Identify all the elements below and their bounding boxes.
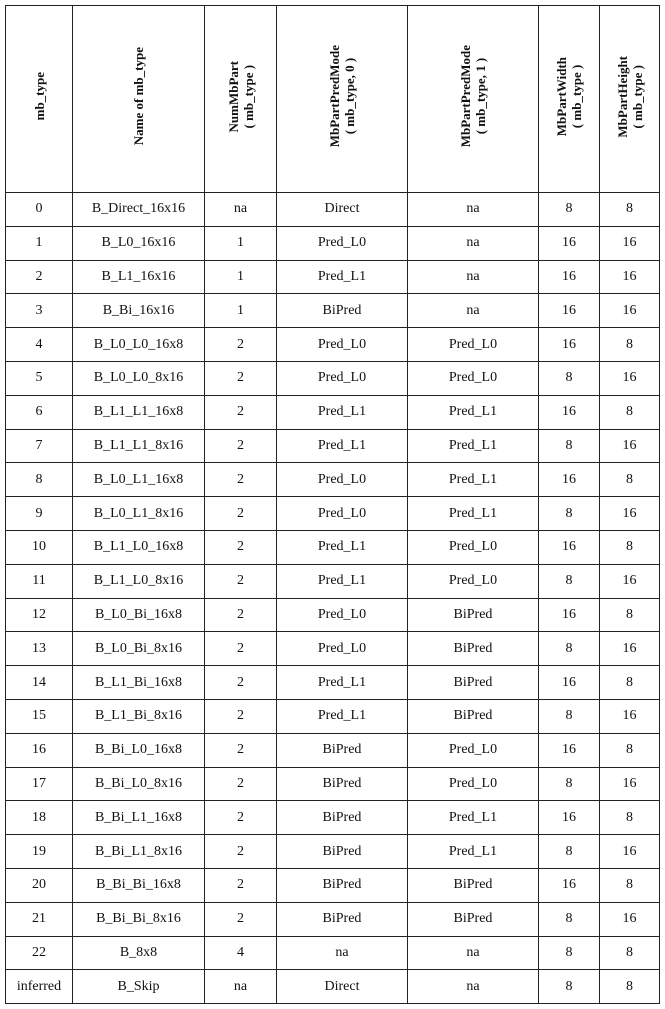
header-label: MbPartPredMode	[327, 45, 342, 148]
cell-part-height: 8	[600, 936, 660, 970]
cell-part-width: 8	[539, 970, 600, 1004]
cell-pred-mode-0: BiPred	[277, 835, 408, 869]
cell-part-height: 16	[600, 226, 660, 260]
cell-part-height: 8	[600, 666, 660, 700]
cell-name: B_Skip	[73, 970, 205, 1004]
cell-num-mb-part: 2	[205, 497, 277, 531]
cell-part-height: 8	[600, 328, 660, 362]
cell-pred-mode-0: BiPred	[277, 902, 408, 936]
cell-pred-mode-0: Pred_L1	[277, 429, 408, 463]
cell-mb-type: 3	[6, 294, 73, 328]
cell-name: B_Bi_16x16	[73, 294, 205, 328]
cell-pred-mode-1: Pred_L1	[408, 395, 539, 429]
table-row	[6, 868, 660, 902]
cell-part-width: 8	[539, 835, 600, 869]
cell-num-mb-part: 2	[205, 733, 277, 767]
cell-name: B_Bi_L1_16x8	[73, 801, 205, 835]
cell-part-width: 16	[539, 868, 600, 902]
cell-name: B_Bi_L0_16x8	[73, 733, 205, 767]
cell-mb-type: 22	[6, 936, 73, 970]
cell-name: B_L1_Bi_8x16	[73, 699, 205, 733]
cell-name: B_L0_Bi_16x8	[73, 598, 205, 632]
cell-name: B_L0_16x16	[73, 226, 205, 260]
cell-name: B_Direct_16x16	[73, 193, 205, 227]
table-row	[6, 260, 660, 294]
cell-mb-type: 0	[6, 193, 73, 227]
header-sublabel: ( mb_type, 1 )	[473, 58, 488, 135]
cell-name: B_L1_L1_16x8	[73, 395, 205, 429]
cell-part-height: 16	[600, 429, 660, 463]
header-label: MbPartPredMode	[458, 45, 473, 148]
cell-mb-type: 11	[6, 564, 73, 598]
cell-pred-mode-0: Pred_L0	[277, 598, 408, 632]
cell-part-height: 16	[600, 767, 660, 801]
cell-part-width: 16	[539, 463, 600, 497]
cell-num-mb-part: 2	[205, 666, 277, 700]
cell-pred-mode-1: Pred_L0	[408, 530, 539, 564]
table-row	[6, 193, 660, 227]
cell-mb-type: 9	[6, 497, 73, 531]
cell-part-height: 16	[600, 564, 660, 598]
cell-part-width: 8	[539, 497, 600, 531]
header-mb-part-height	[600, 6, 660, 193]
header-name-of-mb-type	[73, 6, 205, 193]
cell-mb-type: 15	[6, 699, 73, 733]
cell-part-height: 16	[600, 632, 660, 666]
cell-pred-mode-1: BiPred	[408, 598, 539, 632]
cell-num-mb-part: 2	[205, 395, 277, 429]
cell-mb-type: 14	[6, 666, 73, 700]
cell-part-width: 8	[539, 632, 600, 666]
cell-pred-mode-0: Pred_L0	[277, 463, 408, 497]
cell-mb-type: 13	[6, 632, 73, 666]
cell-mb-type: 12	[6, 598, 73, 632]
cell-num-mb-part: 2	[205, 598, 277, 632]
cell-num-mb-part: na	[205, 193, 277, 227]
cell-mb-type: 21	[6, 902, 73, 936]
table-row	[6, 801, 660, 835]
cell-name: B_L0_L1_16x8	[73, 463, 205, 497]
header-mb-part-width	[539, 6, 600, 193]
header-sublabel: ( mb_type )	[240, 64, 256, 129]
cell-mb-type: 7	[6, 429, 73, 463]
cell-part-width: 16	[539, 530, 600, 564]
cell-part-width: 8	[539, 429, 600, 463]
cell-num-mb-part: 2	[205, 328, 277, 362]
cell-part-width: 16	[539, 801, 600, 835]
cell-mb-type: 6	[6, 395, 73, 429]
cell-pred-mode-1: na	[408, 260, 539, 294]
cell-name: B_Bi_L1_8x16	[73, 835, 205, 869]
cell-pred-mode-1: Pred_L1	[408, 497, 539, 531]
cell-mb-type: 4	[6, 328, 73, 362]
header-label: Name of mb_type	[131, 47, 146, 146]
cell-name: B_L1_L0_16x8	[73, 530, 205, 564]
cell-part-width: 16	[539, 666, 600, 700]
cell-pred-mode-1: Pred_L1	[408, 463, 539, 497]
cell-name: B_L0_L0_8x16	[73, 361, 205, 395]
cell-name: B_L1_L1_8x16	[73, 429, 205, 463]
cell-part-height: 8	[600, 733, 660, 767]
cell-pred-mode-0: Pred_L1	[277, 260, 408, 294]
cell-num-mb-part: 2	[205, 429, 277, 463]
cell-part-height: 8	[600, 801, 660, 835]
cell-name: B_L0_Bi_8x16	[73, 632, 205, 666]
cell-part-width: 16	[539, 328, 600, 362]
cell-name: B_L0_L0_16x8	[73, 328, 205, 362]
cell-num-mb-part: 4	[205, 936, 277, 970]
cell-num-mb-part: 2	[205, 632, 277, 666]
table-row	[6, 699, 660, 733]
cell-pred-mode-1: Pred_L0	[408, 767, 539, 801]
cell-pred-mode-0: Pred_L0	[277, 328, 408, 362]
cell-part-width: 16	[539, 226, 600, 260]
mb-type-table	[5, 5, 660, 1004]
cell-pred-mode-0: Direct	[277, 970, 408, 1004]
cell-mb-type: 19	[6, 835, 73, 869]
cell-part-height: 8	[600, 868, 660, 902]
cell-pred-mode-1: na	[408, 294, 539, 328]
cell-pred-mode-1: na	[408, 193, 539, 227]
table-row	[6, 294, 660, 328]
cell-pred-mode-0: Pred_L0	[277, 361, 408, 395]
cell-pred-mode-1: BiPred	[408, 868, 539, 902]
cell-num-mb-part: 1	[205, 294, 277, 328]
cell-pred-mode-1: Pred_L1	[408, 801, 539, 835]
cell-pred-mode-0: Pred_L0	[277, 497, 408, 531]
table-row	[6, 226, 660, 260]
cell-part-height: 8	[600, 530, 660, 564]
cell-num-mb-part: 2	[205, 699, 277, 733]
cell-pred-mode-0: BiPred	[277, 767, 408, 801]
header-sublabel: ( mb_type )	[629, 64, 645, 129]
cell-part-width: 8	[539, 564, 600, 598]
cell-name: B_L1_Bi_16x8	[73, 666, 205, 700]
cell-mb-type: 17	[6, 767, 73, 801]
cell-part-height: 16	[600, 260, 660, 294]
cell-name: B_L1_16x16	[73, 260, 205, 294]
cell-pred-mode-1: Pred_L1	[408, 429, 539, 463]
cell-num-mb-part: 2	[205, 868, 277, 902]
cell-pred-mode-0: na	[277, 936, 408, 970]
table-row	[6, 530, 660, 564]
cell-part-width: 8	[539, 699, 600, 733]
table-row	[6, 598, 660, 632]
cell-part-width: 8	[539, 361, 600, 395]
cell-pred-mode-1: BiPred	[408, 666, 539, 700]
table-row	[6, 835, 660, 869]
cell-pred-mode-0: Pred_L1	[277, 564, 408, 598]
cell-part-width: 16	[539, 733, 600, 767]
header-num-mb-part	[205, 6, 277, 193]
table-row	[6, 767, 660, 801]
cell-num-mb-part: 2	[205, 801, 277, 835]
cell-part-height: 8	[600, 193, 660, 227]
cell-part-width: 16	[539, 294, 600, 328]
table-row	[6, 564, 660, 598]
cell-name: B_Bi_Bi_16x8	[73, 868, 205, 902]
table-row	[6, 970, 660, 1004]
cell-pred-mode-1: na	[408, 936, 539, 970]
cell-num-mb-part: 2	[205, 463, 277, 497]
table-row	[6, 328, 660, 362]
header-mb-type	[6, 6, 73, 193]
cell-pred-mode-0: BiPred	[277, 733, 408, 767]
cell-part-height: 16	[600, 699, 660, 733]
cell-part-height: 16	[600, 361, 660, 395]
header-sublabel: ( mb_type, 0 )	[342, 58, 357, 135]
cell-part-height: 8	[600, 970, 660, 1004]
cell-part-width: 16	[539, 598, 600, 632]
cell-num-mb-part: 2	[205, 361, 277, 395]
table-row	[6, 902, 660, 936]
table-row	[6, 463, 660, 497]
cell-num-mb-part: 2	[205, 564, 277, 598]
cell-name: B_Bi_Bi_8x16	[73, 902, 205, 936]
cell-part-width: 16	[539, 395, 600, 429]
cell-part-width: 8	[539, 193, 600, 227]
cell-pred-mode-1: Pred_L0	[408, 361, 539, 395]
table-row	[6, 395, 660, 429]
table-row	[6, 429, 660, 463]
cell-mb-type: 1	[6, 226, 73, 260]
cell-pred-mode-0: Direct	[277, 193, 408, 227]
cell-pred-mode-1: Pred_L1	[408, 835, 539, 869]
cell-num-mb-part: 1	[205, 226, 277, 260]
cell-mb-type: inferred	[6, 970, 73, 1004]
cell-part-height: 16	[600, 902, 660, 936]
cell-pred-mode-0: BiPred	[277, 294, 408, 328]
table-body	[6, 193, 660, 1004]
cell-num-mb-part: 2	[205, 835, 277, 869]
header-row	[6, 6, 660, 193]
cell-mb-type: 18	[6, 801, 73, 835]
cell-pred-mode-1: Pred_L0	[408, 564, 539, 598]
cell-pred-mode-0: Pred_L1	[277, 530, 408, 564]
cell-mb-type: 2	[6, 260, 73, 294]
cell-part-height: 16	[600, 497, 660, 531]
cell-pred-mode-0: Pred_L0	[277, 632, 408, 666]
table-header	[6, 6, 660, 193]
cell-name: B_Bi_L0_8x16	[73, 767, 205, 801]
cell-num-mb-part: 1	[205, 260, 277, 294]
cell-pred-mode-1: BiPred	[408, 632, 539, 666]
header-label: MbPartHeight	[614, 55, 630, 138]
cell-pred-mode-0: BiPred	[277, 801, 408, 835]
cell-num-mb-part: 2	[205, 902, 277, 936]
table-row	[6, 666, 660, 700]
cell-part-width: 16	[539, 260, 600, 294]
header-sublabel: ( mb_type )	[569, 64, 584, 129]
table-row	[6, 361, 660, 395]
cell-part-height: 8	[600, 395, 660, 429]
cell-name: B_8x8	[73, 936, 205, 970]
header-label: MbPartWidth	[554, 56, 569, 137]
cell-num-mb-part: 2	[205, 767, 277, 801]
cell-part-width: 8	[539, 902, 600, 936]
cell-mb-type: 10	[6, 530, 73, 564]
header-mb-part-pred-mode-0	[277, 6, 408, 193]
cell-num-mb-part: 2	[205, 530, 277, 564]
cell-pred-mode-0: Pred_L0	[277, 226, 408, 260]
cell-mb-type: 16	[6, 733, 73, 767]
cell-mb-type: 5	[6, 361, 73, 395]
cell-pred-mode-1: na	[408, 970, 539, 1004]
header-label: NumMbPart	[225, 60, 241, 133]
header-mb-part-pred-mode-1	[408, 6, 539, 193]
cell-name: B_L0_L1_8x16	[73, 497, 205, 531]
cell-pred-mode-0: Pred_L1	[277, 395, 408, 429]
table-row	[6, 733, 660, 767]
cell-pred-mode-1: Pred_L0	[408, 328, 539, 362]
cell-part-width: 8	[539, 767, 600, 801]
cell-pred-mode-0: Pred_L1	[277, 666, 408, 700]
cell-pred-mode-1: na	[408, 226, 539, 260]
table-row	[6, 936, 660, 970]
cell-part-height: 16	[600, 835, 660, 869]
header-label: mb_type	[31, 72, 47, 121]
cell-pred-mode-1: BiPred	[408, 699, 539, 733]
cell-part-height: 8	[600, 598, 660, 632]
cell-pred-mode-0: Pred_L1	[277, 699, 408, 733]
table-row	[6, 632, 660, 666]
cell-name: B_L1_L0_8x16	[73, 564, 205, 598]
table-row	[6, 497, 660, 531]
cell-mb-type: 20	[6, 868, 73, 902]
cell-pred-mode-1: BiPred	[408, 902, 539, 936]
cell-mb-type: 8	[6, 463, 73, 497]
cell-pred-mode-0: BiPred	[277, 868, 408, 902]
cell-part-height: 16	[600, 294, 660, 328]
cell-part-width: 8	[539, 936, 600, 970]
cell-num-mb-part: na	[205, 970, 277, 1004]
cell-pred-mode-1: Pred_L0	[408, 733, 539, 767]
cell-part-height: 8	[600, 463, 660, 497]
